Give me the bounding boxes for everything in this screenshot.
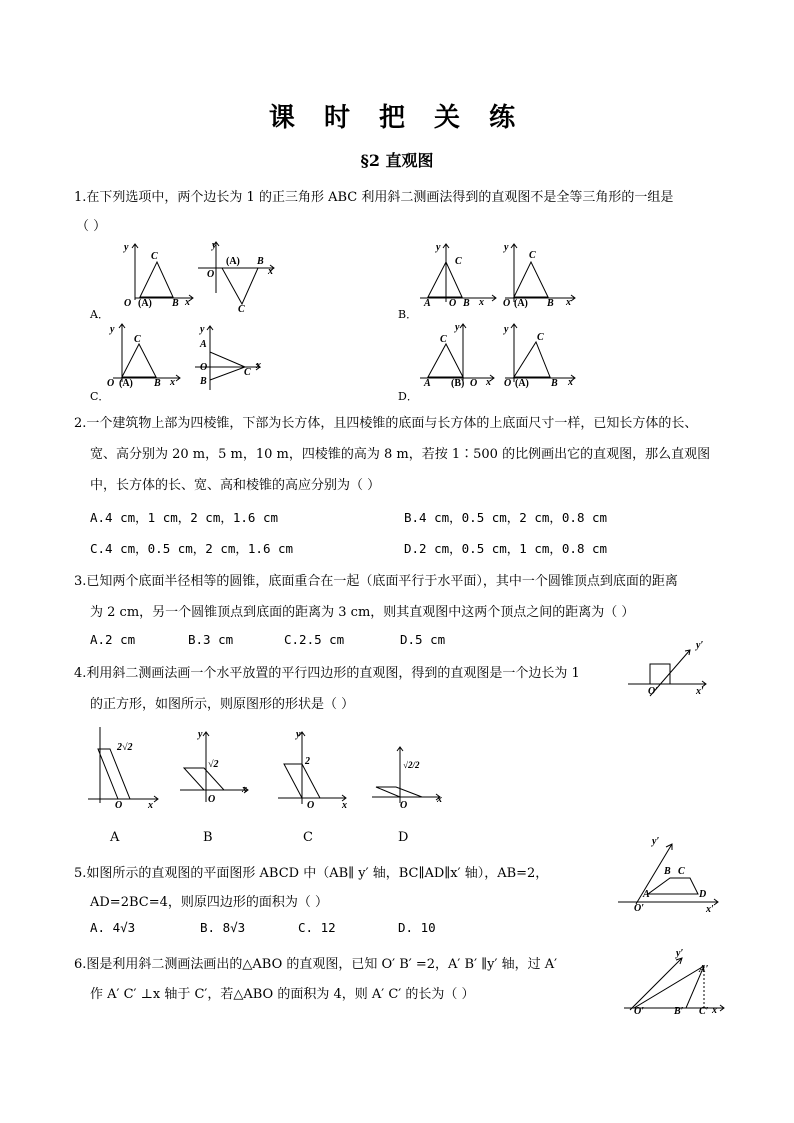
q4-figure-a bbox=[88, 725, 163, 810]
q4-choice-c[interactable]: C bbox=[303, 830, 313, 845]
q5-line2: AD=2BC=4，则原四边形的面积为（ ） bbox=[90, 895, 329, 910]
q2-line2: 宽、高分别为 20 m，5 m，10 m，四棱锥的高为 8 m，若按 1∶500 的比例画出它的直观图，那么直观图 bbox=[90, 447, 711, 462]
q3-option-c[interactable]: C.2.5 cm bbox=[284, 632, 345, 647]
section-heading: §2 直观图 bbox=[360, 151, 434, 170]
q1-option-b[interactable]: B． bbox=[398, 308, 418, 321]
q3-option-a[interactable]: A.2 cm bbox=[90, 632, 136, 647]
q2-option-c[interactable]: C.4 cm，0.5 cm，2 cm，1.6 cm bbox=[90, 541, 294, 556]
q2-option-b[interactable]: B.4 cm，0.5 cm，2 cm，0.8 cm bbox=[404, 510, 608, 525]
q1-line1: 1.在下列选项中，两个边长为 1 的正三角形 ABC 利用斜二测画法得到的直观图不是全等三角形的一组是 bbox=[74, 190, 674, 205]
q4-choice-d[interactable]: D bbox=[398, 830, 409, 845]
q6-line2: 作 A′ C′ ⊥x 轴于 C′，若△ABO 的面积为 4，则 A′ C′ 的长为（ ） bbox=[90, 987, 475, 1002]
q4-reference-figure bbox=[628, 640, 718, 700]
q3-option-b[interactable]: B.3 cm bbox=[188, 632, 234, 647]
q2-line3: 中，长方体的长、宽、高和棱锥的高应分别为（ ） bbox=[90, 478, 381, 493]
q4-line2: 的正方形，如图所示，则原图形的形状是（ ） bbox=[90, 697, 355, 712]
q1-option-c[interactable]: C． bbox=[90, 390, 110, 403]
q5-option-c[interactable]: C. 12 bbox=[298, 920, 336, 935]
q2-option-a[interactable]: A.4 cm，1 cm，2 cm，1.6 cm bbox=[90, 510, 279, 525]
q5-line1: 5.如图所示的直观图的平面图形 ABCD 中（AB∥ y′ 轴，BC∥AD∥x′ 轴），AB=2， bbox=[74, 866, 549, 881]
q6-line1: 6.图是利用斜二测画法画出的△ABO 的直观图，已知 O′ B′ =2，A′ B′ ∥y′ 轴，过 A′ bbox=[74, 957, 558, 972]
q1-option-d[interactable]: D． bbox=[398, 390, 418, 403]
q4-line1: 4.利用斜二测画法画一个水平放置的平行四边形的直观图，得到的直观图是一个边长为 1 bbox=[74, 666, 580, 681]
q4-figure-d bbox=[372, 745, 447, 805]
q2-line1: 2.一个建筑物上部为四棱锥，下部为长方体，且四棱锥的底面与长方体的上底面尺寸一样，已知长方体的长、 bbox=[74, 416, 698, 431]
q5-option-a[interactable]: A. 4√3 bbox=[90, 920, 136, 935]
q4-choice-b[interactable]: B bbox=[203, 830, 213, 845]
q4-figure-c bbox=[278, 728, 353, 808]
q3-line2: 为 2 cm，另一个圆锥顶点到底面的距离为 3 cm，则其直观图中这两个顶点之间的距离为（ ） bbox=[90, 605, 635, 620]
q2-option-d[interactable]: D.2 cm，0.5 cm，1 cm，0.8 cm bbox=[404, 541, 608, 556]
q1-option-a[interactable]: A． bbox=[90, 308, 109, 321]
q5-option-b[interactable]: B. 8√3 bbox=[200, 920, 246, 935]
q5-option-d[interactable]: D. 10 bbox=[398, 920, 436, 935]
q3-line1: 3.已知两个底面半径相等的圆锥，底面重合在一起（底面平行于水平面），其中一个圆锥顶点到底面的距离 bbox=[74, 574, 678, 589]
q3-option-d[interactable]: D.5 cm bbox=[400, 632, 446, 647]
q4-choice-a[interactable]: A bbox=[110, 830, 120, 845]
q1-line2: （ ） bbox=[76, 219, 107, 234]
page-title: 课 时 把 关 练 bbox=[268, 103, 526, 133]
